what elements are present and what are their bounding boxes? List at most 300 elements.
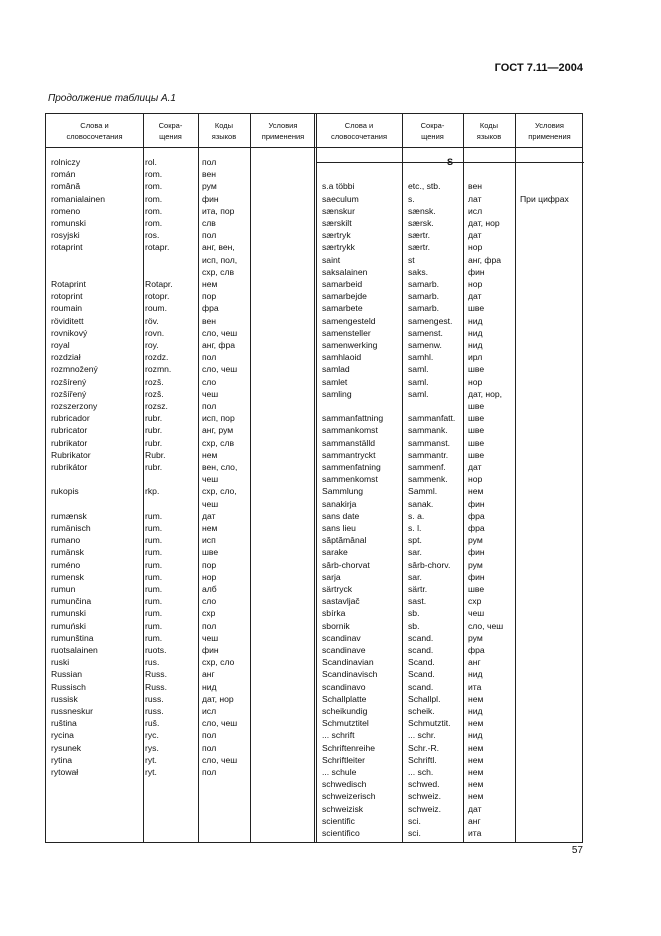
row-language-codes: шве xyxy=(202,547,219,558)
row-abbreviation: saks. xyxy=(408,266,429,277)
row-word: romeno xyxy=(51,205,81,216)
row-word: samhlaoid xyxy=(322,352,362,363)
row-language-codes: нид xyxy=(468,327,483,338)
row-abbreviation: særsk. xyxy=(408,218,434,228)
row-abbreviation: ryt. xyxy=(145,754,157,765)
row-abbreviation: sammank. xyxy=(408,425,448,436)
row-word: rumensk xyxy=(51,571,84,582)
row-word: sbírka xyxy=(322,608,346,619)
row-abbreviation: ryc. xyxy=(145,730,159,741)
row-language-codes: схр, слв xyxy=(202,266,235,277)
row-abbreviation: ryt. xyxy=(145,767,157,777)
row-abbreviation: scand. xyxy=(408,681,434,692)
row-word: sammenfatning xyxy=(322,462,381,472)
row-abbreviation: sar. xyxy=(408,547,422,558)
row-abbreviation: Schmutztit. xyxy=(408,718,451,729)
row-language-codes: чеш xyxy=(468,608,485,619)
row-language-codes: фин xyxy=(468,498,485,509)
row-language-codes: вен, сло, xyxy=(202,462,238,472)
row-language-codes: исл xyxy=(202,706,217,716)
row-language-codes: анг, вен, xyxy=(202,242,235,253)
row-abbreviation: rotopr. xyxy=(145,291,170,302)
row-abbreviation: sammenf. xyxy=(408,462,446,472)
row-abbreviation: rom. xyxy=(145,169,163,180)
row-abbreviation: spt. xyxy=(408,535,422,546)
header-abbr-left: Сокра- щения xyxy=(158,120,183,141)
header-codes-left: Коды языков xyxy=(211,120,237,141)
row-abbreviation: ruš. xyxy=(145,718,160,729)
row-language-codes: нем xyxy=(468,779,484,790)
row-abbreviation: rotapr. xyxy=(145,242,170,253)
row-language-codes: анг xyxy=(202,669,215,680)
row-abbreviation: rkp. xyxy=(145,486,160,497)
row-abbreviation: roum. xyxy=(145,303,167,314)
row-language-codes: исп, пол, xyxy=(202,254,238,265)
row-word: rumänisch xyxy=(51,523,91,533)
row-word: rotaprint xyxy=(51,242,83,253)
row-word: ruština xyxy=(51,718,77,729)
row-language-codes: нид xyxy=(468,730,483,741)
header-codes-right: Коды языков xyxy=(476,120,502,141)
row-language-codes: лат xyxy=(468,193,482,204)
row-language-codes: фра xyxy=(468,523,485,533)
row-word: română xyxy=(51,181,81,192)
row-abbreviation: samenw. xyxy=(408,340,442,350)
row-abbreviation: Schr.-R. xyxy=(408,742,440,753)
row-language-codes: шве xyxy=(468,584,485,594)
table-continuation-caption: Продолжение таблицы А.1 xyxy=(48,93,176,104)
row-abbreviation: rum. xyxy=(145,523,163,533)
row-abbreviation: rum. xyxy=(145,535,163,546)
row-word: sans date xyxy=(322,510,360,521)
row-language-codes: дат xyxy=(202,510,216,521)
row-abbreviation: Scand. xyxy=(408,657,435,668)
row-word: rumunština xyxy=(51,632,94,643)
row-word: scientific xyxy=(322,815,355,826)
row-word: rysunek xyxy=(51,742,82,753)
row-word: scandinav xyxy=(322,632,361,643)
row-language-codes: шве xyxy=(468,364,485,375)
row-language-codes: слв xyxy=(202,218,216,228)
row-abbreviation: saml. xyxy=(408,376,429,387)
row-abbreviation: rozdz. xyxy=(145,352,169,363)
header-abbr-right: Сокра- щения xyxy=(420,120,445,141)
header-words-right: Слова и словосочетания xyxy=(330,120,388,141)
row-abbreviation: samarb. xyxy=(408,291,440,302)
row-word: rubrikator xyxy=(51,437,88,448)
row-abbreviation: sammantr. xyxy=(408,449,449,460)
row-abbreviation: russ. xyxy=(145,693,164,704)
row-word: sarja xyxy=(322,571,341,582)
row-word: rozmnožený xyxy=(51,364,98,375)
row-language-codes: схр xyxy=(468,596,482,607)
row-abbreviation: samengest. xyxy=(408,315,453,326)
section-separator xyxy=(316,162,584,163)
row-abbreviation: Russ. xyxy=(145,669,167,680)
row-word: royal xyxy=(51,340,70,350)
row-language-codes: пол xyxy=(202,742,217,753)
row-abbreviation: rol. xyxy=(145,157,157,167)
row-word: Rotaprint xyxy=(51,279,86,289)
row-language-codes: нид xyxy=(468,340,483,350)
header-conditions-left: Условия применения xyxy=(261,120,305,141)
row-abbreviation: rum. xyxy=(145,571,163,582)
row-abbreviation: samenst. xyxy=(408,327,443,338)
row-abbreviation: saml. xyxy=(408,388,429,399)
row-abbreviation: rum. xyxy=(145,632,163,643)
row-language-codes: анг, фра xyxy=(468,254,502,265)
row-language-codes: нид xyxy=(202,681,217,692)
row-abbreviation: rum. xyxy=(145,608,163,619)
row-abbreviation: sci. xyxy=(408,815,421,826)
column-divider xyxy=(463,114,464,842)
row-word: Schriftleiter xyxy=(322,754,365,765)
row-abbreviation: rovn. xyxy=(145,327,165,338)
row-language-codes: нид xyxy=(468,669,483,680)
standard-number: ГОСТ 7.11—2004 xyxy=(494,62,583,74)
row-language-codes: чеш xyxy=(202,474,219,485)
row-language-codes: шве xyxy=(468,425,485,436)
row-abbreviation: sammenk. xyxy=(408,474,448,485)
row-language-codes: шве xyxy=(468,401,485,411)
row-abbreviation: sammanfatt. xyxy=(408,413,456,424)
row-word: sans lieu xyxy=(322,523,356,533)
row-language-codes: нем xyxy=(202,523,218,533)
row-word: rubrikátor xyxy=(51,462,88,472)
row-language-codes: нем xyxy=(468,742,484,753)
column-divider xyxy=(515,114,516,842)
row-word: schweizerisch xyxy=(322,791,376,802)
row-word: sammantryckt xyxy=(322,449,376,460)
row-word: rotoprint xyxy=(51,291,83,302)
row-abbreviation: Russ. xyxy=(145,681,167,692)
row-abbreviation: særtr. xyxy=(408,242,430,253)
row-language-codes: сло, чеш xyxy=(202,364,238,375)
row-abbreviation: russ. xyxy=(145,706,164,716)
row-word: samengesteld xyxy=(322,315,376,326)
row-language-codes: ирл xyxy=(468,352,483,363)
row-abbreviation: sast. xyxy=(408,596,427,607)
row-word: samenwerking xyxy=(322,340,378,350)
row-abbreviation: rozsz. xyxy=(145,401,168,411)
row-language-codes: схр, сло, xyxy=(202,486,237,497)
row-language-codes: сло, чеш xyxy=(202,718,238,729)
row-language-codes: анг xyxy=(468,815,481,826)
row-language-codes: фин xyxy=(468,547,485,558)
row-abbreviation: rom. xyxy=(145,193,163,204)
row-abbreviation: rom. xyxy=(145,205,163,216)
row-word: samlet xyxy=(322,376,348,387)
row-abbreviation: Rubr. xyxy=(145,449,166,460)
row-word: samarbete xyxy=(322,303,363,314)
row-word: särtryck xyxy=(322,584,353,594)
row-abbreviation: rum. xyxy=(145,547,163,558)
row-abbreviation: sænsk. xyxy=(408,205,436,216)
row-word: rytował xyxy=(51,767,79,777)
row-abbreviation: sanak. xyxy=(408,498,434,509)
row-language-codes: нем xyxy=(202,449,218,460)
row-word: román xyxy=(51,169,76,180)
row-word: rozšírený xyxy=(51,376,87,387)
row-abbreviation: rubr. xyxy=(145,425,163,436)
row-word: sarake xyxy=(322,547,348,558)
row-abbreviation: rum. xyxy=(145,584,163,594)
row-abbreviation: rozmn. xyxy=(145,364,172,375)
row-language-codes: дат xyxy=(468,803,482,814)
row-word: rovnikový xyxy=(51,327,88,338)
row-abbreviation: roy. xyxy=(145,340,159,350)
row-abbreviation: rum. xyxy=(145,596,163,607)
row-word: samarbejde xyxy=(322,291,367,302)
row-abbreviation: Schallpl. xyxy=(408,693,441,704)
row-word: Sammlung xyxy=(322,486,364,497)
row-abbreviation: rum. xyxy=(145,559,163,570)
row-word: scientifico xyxy=(322,828,360,838)
row-abbreviation: sârb-chorv. xyxy=(408,559,451,570)
row-language-codes: фин xyxy=(202,645,219,655)
row-abbreviation: rum. xyxy=(145,620,163,631)
row-abbreviation: scand. xyxy=(408,632,434,643)
row-word: samensteller xyxy=(322,327,371,338)
row-word: săptămânal xyxy=(322,535,367,546)
row-word: ... schule xyxy=(322,767,357,777)
row-abbreviation: Schriftl. xyxy=(408,754,437,765)
row-language-codes: вен xyxy=(202,169,216,180)
row-word: roumain xyxy=(51,303,83,314)
row-abbreviation: sci. xyxy=(408,828,421,838)
row-abbreviation: scheik. xyxy=(408,706,435,716)
row-abbreviation: rubr. xyxy=(145,462,163,472)
row-language-codes: нид xyxy=(468,706,483,716)
row-language-codes: пол xyxy=(202,620,217,631)
row-word: rozdział xyxy=(51,352,81,363)
row-language-codes: исп xyxy=(202,535,216,546)
row-language-codes: нем xyxy=(202,279,218,289)
section-letter: S xyxy=(446,157,453,167)
row-word: russisk xyxy=(51,693,78,704)
row-abbreviation: s. l. xyxy=(408,523,422,533)
row-language-codes: ита, пор xyxy=(202,205,235,216)
row-language-codes: анг, фра xyxy=(202,340,236,350)
row-word: röviditett xyxy=(51,315,84,326)
row-abbreviation: rom. xyxy=(145,181,163,192)
row-word: Scandinavian xyxy=(322,657,374,668)
row-abbreviation: rubr. xyxy=(145,413,163,424)
row-language-codes: фра xyxy=(202,303,219,314)
row-language-codes: нем xyxy=(468,767,484,777)
row-word: romunski xyxy=(51,218,86,228)
row-language-codes: рум xyxy=(202,181,217,192)
row-abbreviation: scand. xyxy=(408,645,434,655)
column-divider xyxy=(250,114,251,842)
row-abbreviation: samhl. xyxy=(408,352,434,363)
row-language-codes: нор xyxy=(468,376,483,387)
row-abbreviation: sb. xyxy=(408,620,420,631)
row-language-codes: пол xyxy=(202,230,217,241)
row-language-codes: сло xyxy=(202,596,217,607)
row-word: rumunski xyxy=(51,608,86,619)
row-language-codes: шве xyxy=(468,449,485,460)
row-word: ruski xyxy=(51,657,70,668)
row-language-codes: сло, чеш xyxy=(468,620,504,631)
row-word: rumano xyxy=(51,535,81,546)
row-language-codes: анг xyxy=(468,657,481,668)
row-abbreviation: särtr. xyxy=(408,584,428,594)
row-language-codes: нид xyxy=(468,315,483,326)
row-abbreviation: særtr. xyxy=(408,230,430,241)
row-abbreviation: rozš. xyxy=(145,376,164,387)
row-language-codes: рум xyxy=(468,632,483,643)
row-language-codes: пор xyxy=(202,291,217,302)
row-abbreviation: s. xyxy=(408,193,415,204)
page-number: 57 xyxy=(571,845,583,856)
row-abbreviation: ros. xyxy=(145,230,160,241)
row-word: Scandinavisch xyxy=(322,669,378,680)
row-word: sammanställd xyxy=(322,437,376,448)
row-abbreviation: schweiz. xyxy=(408,791,441,802)
row-language-codes: схр, сло xyxy=(202,657,235,668)
row-language-codes: схр, слв xyxy=(202,437,235,448)
row-language-codes: нор xyxy=(468,242,483,253)
row-word: Russian xyxy=(51,669,83,680)
row-abbreviation: Rotapr. xyxy=(145,279,173,289)
column-divider-double xyxy=(314,114,317,842)
row-abbreviation: sammanst. xyxy=(408,437,451,448)
row-abbreviation: s. a. xyxy=(408,510,425,521)
row-word: sanakirja xyxy=(322,498,357,509)
row-language-codes: дат xyxy=(468,291,482,302)
row-word: særtryk xyxy=(322,230,351,241)
row-word: scandinave xyxy=(322,645,366,655)
row-language-codes: фин xyxy=(202,193,219,204)
row-word: sastavljač xyxy=(322,596,360,607)
row-abbreviation: sar. xyxy=(408,571,422,582)
row-abbreviation: ... sch. xyxy=(408,767,434,777)
row-language-codes: шве xyxy=(468,437,485,448)
row-language-codes: вен xyxy=(468,181,482,192)
header-words-left: Слова и словосочетания xyxy=(66,120,123,141)
row-abbreviation: röv. xyxy=(145,315,159,326)
row-language-codes: сло xyxy=(202,376,217,387)
row-language-codes: шве xyxy=(468,303,485,314)
row-language-codes: пор xyxy=(202,559,217,570)
row-language-codes: дат, нор xyxy=(468,218,500,228)
row-word: Russisch xyxy=(51,681,86,692)
row-word: sbornik xyxy=(322,620,350,631)
row-abbreviation: saml. xyxy=(408,364,429,375)
row-abbreviation: rum. xyxy=(145,510,163,521)
row-word: særtrykk xyxy=(322,242,355,253)
row-language-codes: нор xyxy=(468,474,483,485)
row-word: sammenkomst xyxy=(322,474,378,485)
row-word: sammanfattning xyxy=(322,413,384,424)
row-word: scheikundig xyxy=(322,706,368,716)
row-abbreviation: etc., stb. xyxy=(408,181,441,192)
column-divider xyxy=(402,114,403,842)
row-word: rozszerzony xyxy=(51,401,98,411)
row-word: scandinavo xyxy=(322,681,366,692)
row-language-codes: схр xyxy=(202,608,216,619)
column-divider xyxy=(198,114,199,842)
row-word: rosyjski xyxy=(51,230,80,241)
row-abbreviation: schwed. xyxy=(408,779,440,790)
row-word: rolniczy xyxy=(51,157,81,167)
row-word: sammankomst xyxy=(322,425,378,436)
row-language-codes: нем xyxy=(468,718,484,729)
row-word: sænskur xyxy=(322,205,355,216)
row-abbreviation: ruots. xyxy=(145,645,167,655)
row-language-codes: ита xyxy=(468,681,482,692)
row-language-codes: пол xyxy=(202,352,217,363)
row-abbreviation: rubr. xyxy=(145,437,163,448)
row-word: Schriftenreihe xyxy=(322,742,376,753)
row-language-codes: чеш xyxy=(202,632,219,643)
row-word: samling xyxy=(322,388,352,399)
row-language-codes: дат xyxy=(468,462,482,472)
row-language-codes: рум xyxy=(468,535,483,546)
row-abbreviation: rozš. xyxy=(145,388,164,399)
row-word: samlad xyxy=(322,364,350,375)
row-word: saksalainen xyxy=(322,266,368,277)
row-language-codes: нем xyxy=(468,693,484,704)
row-language-codes: пол xyxy=(202,767,217,777)
row-abbreviation: rom. xyxy=(145,218,163,228)
row-language-codes: нор xyxy=(202,571,217,582)
row-language-codes: шве xyxy=(468,413,485,424)
row-word: rumunčina xyxy=(51,596,92,607)
row-language-codes: дат xyxy=(468,230,482,241)
row-word: saeculum xyxy=(322,193,359,204)
row-word: rumänsk xyxy=(51,547,84,558)
abbreviation-table xyxy=(45,113,583,843)
row-abbreviation: rys. xyxy=(145,742,159,753)
row-word: ruotsalainen xyxy=(51,645,98,655)
row-language-codes: пол xyxy=(202,730,217,741)
row-abbreviation: ... schr. xyxy=(408,730,436,741)
row-abbreviation: rus. xyxy=(145,657,160,668)
row-word: russneskur xyxy=(51,706,94,716)
row-word: samarbeid xyxy=(322,279,363,289)
row-word: Schallplatte xyxy=(322,693,367,704)
row-language-codes: ита xyxy=(468,828,482,838)
row-language-codes: анг, рум xyxy=(202,425,234,436)
row-language-codes: исп, пор xyxy=(202,413,235,424)
row-word: ruméno xyxy=(51,559,81,570)
row-abbreviation: Samml. xyxy=(408,486,438,497)
row-language-codes: алб xyxy=(202,584,217,594)
row-language-codes: рум xyxy=(468,559,483,570)
row-word: ... schrift xyxy=(322,730,355,741)
row-word: rytina xyxy=(51,754,73,765)
row-language-codes: вен xyxy=(202,315,216,326)
row-word: Schmutztitel xyxy=(322,718,369,729)
row-word: rumænsk xyxy=(51,510,87,521)
row-word: rubricador xyxy=(51,413,90,424)
row-language-codes: дат, нор xyxy=(202,693,234,704)
row-abbreviation: schweiz. xyxy=(408,803,441,814)
row-word: særskilt xyxy=(322,218,352,228)
row-language-codes: нем xyxy=(468,486,484,497)
row-abbreviation: Scand. xyxy=(408,669,435,680)
row-word: Rubrikator xyxy=(51,449,91,460)
row-word: s.a többi xyxy=(322,181,355,192)
row-abbreviation: st xyxy=(408,254,415,265)
row-language-codes: нем xyxy=(468,791,484,802)
row-language-codes: фра xyxy=(468,645,485,655)
row-language-codes: фин xyxy=(468,571,485,582)
header-conditions-right: Условия применения xyxy=(528,120,571,141)
row-language-codes: нем xyxy=(468,754,484,765)
